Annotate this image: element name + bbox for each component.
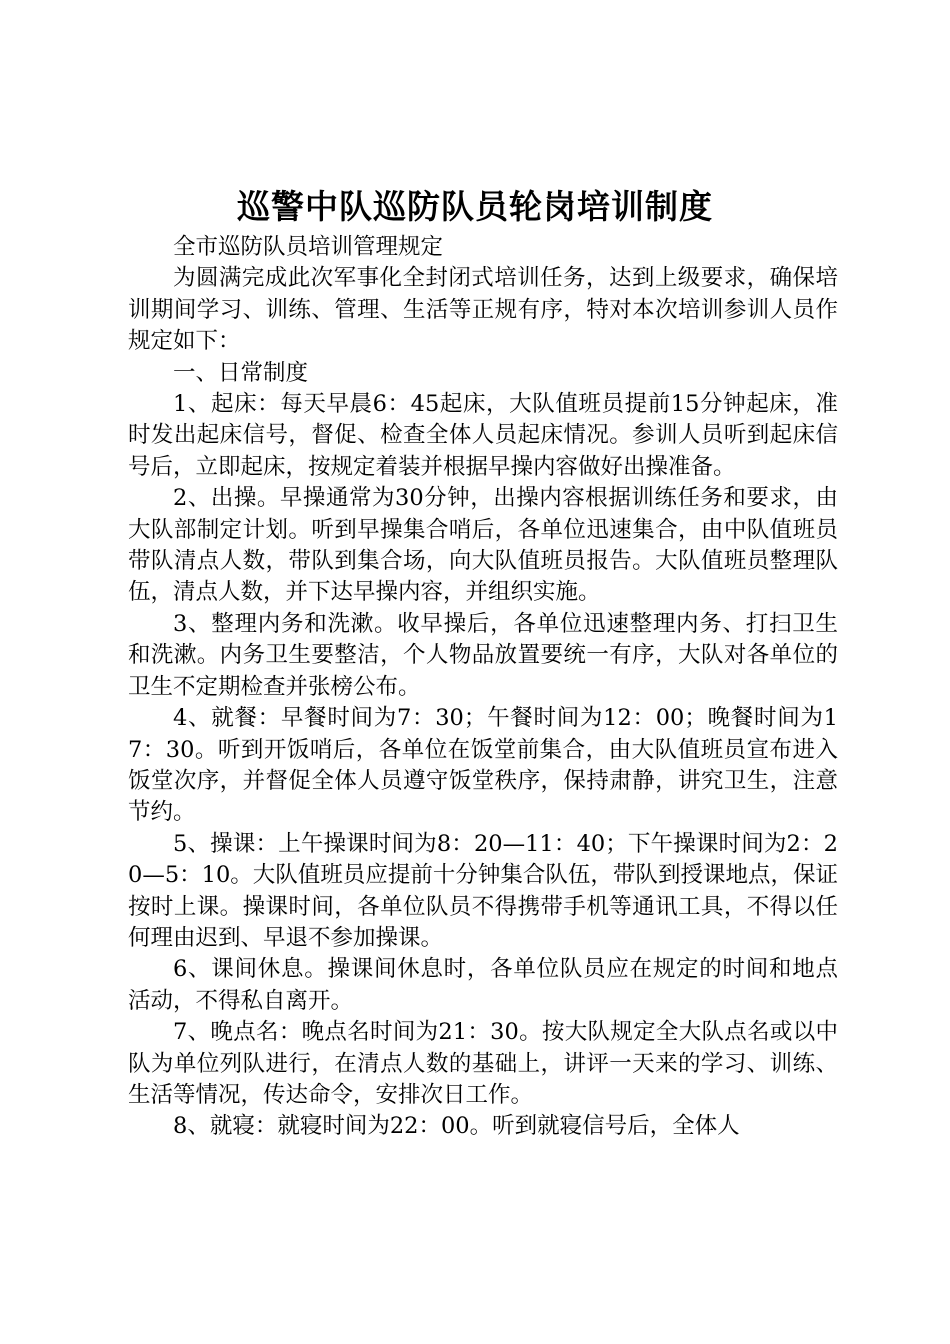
paragraph-rule-bedtime: 8、就寝：就寝时间为22：00。听到就寝信号后，全体人 xyxy=(173,1113,740,1140)
document-body xyxy=(128,232,838,1143)
section-heading-daily-rules: 一、日常制度 xyxy=(173,359,309,386)
paragraph-rule-break: 6、课间休息。操课间休息时，各单位队员应在规定的时间和地点活动，不得私自离开。 xyxy=(128,956,838,1014)
paragraph-rule-wake-up: 1、起床：每天早晨6：45起床，大队值班员提前15分钟起床，准时发出起床信号，督促、检查全体人员起床情况。参训人员听到起床信号后，立即起床，按规定着装并根据早操内容做好出操准备。 xyxy=(128,391,838,480)
paragraph-rule-housekeeping: 3、整理内务和洗漱。收早操后，各单位迅速整理内务、打扫卫生和洗漱。内务卫生要整洁，个人物品放置要统一有序，大队对各单位的卫生不定期检查并张榜公布。 xyxy=(128,610,838,700)
paragraph-rule-meals: 4、就餐：早餐时间为7：30；午餐时间为12：00；晚餐时间为17：30。听到开饭哨后，各单位在饭堂前集合，由大队值班员宣布进入饭堂次序，并督促全体人员遵守饭堂秩序，保持肃静，讲究卫生，注意节约。 xyxy=(128,705,838,826)
document-title: 巡警中队巡防队员轮岗培训制度 xyxy=(237,187,713,226)
paragraph-rule-morning-exercise: 2、出操。早操通常为30分钟，出操内容根据训练任务和要求，由大队部制定计划。听到早操集合哨后，各单位迅速集合，由中队值班员带队清点人数，带队到集合场，向大队值班员报告。大队值班员整理队伍，清点人数，并下达早操内容，并组织实施。 xyxy=(128,485,838,606)
paragraph-rule-classes: 5、操课：上午操课时间为8：20—11：40；下午操课时间为2：20—5：10。大队值班员应提前十分钟集合队伍，带队到授课地点，保证按时上课。操课时间，各单位队员不得携带手机等通讯工具，不得以任何理由迟到、早退不参加操课。 xyxy=(128,830,838,951)
paragraph-subtitle: 全市巡防队员培训管理规定 xyxy=(173,234,444,260)
paragraph-intro: 为圆满完成此次军事化全封闭式培训任务，达到上级要求，确保培训期间学习、训练、管理、生活等正规有序，特对本次培训参训人员作规定如下： xyxy=(128,265,838,355)
paragraph-rule-roll-call: 7、晚点名：晚点名时间为21：30。按大队规定全大队点名或以中队为单位列队进行，在清点人数的基础上，讲评一天来的学习、训练、生活等情况，传达命令，安排次日工作。 xyxy=(128,1019,838,1108)
